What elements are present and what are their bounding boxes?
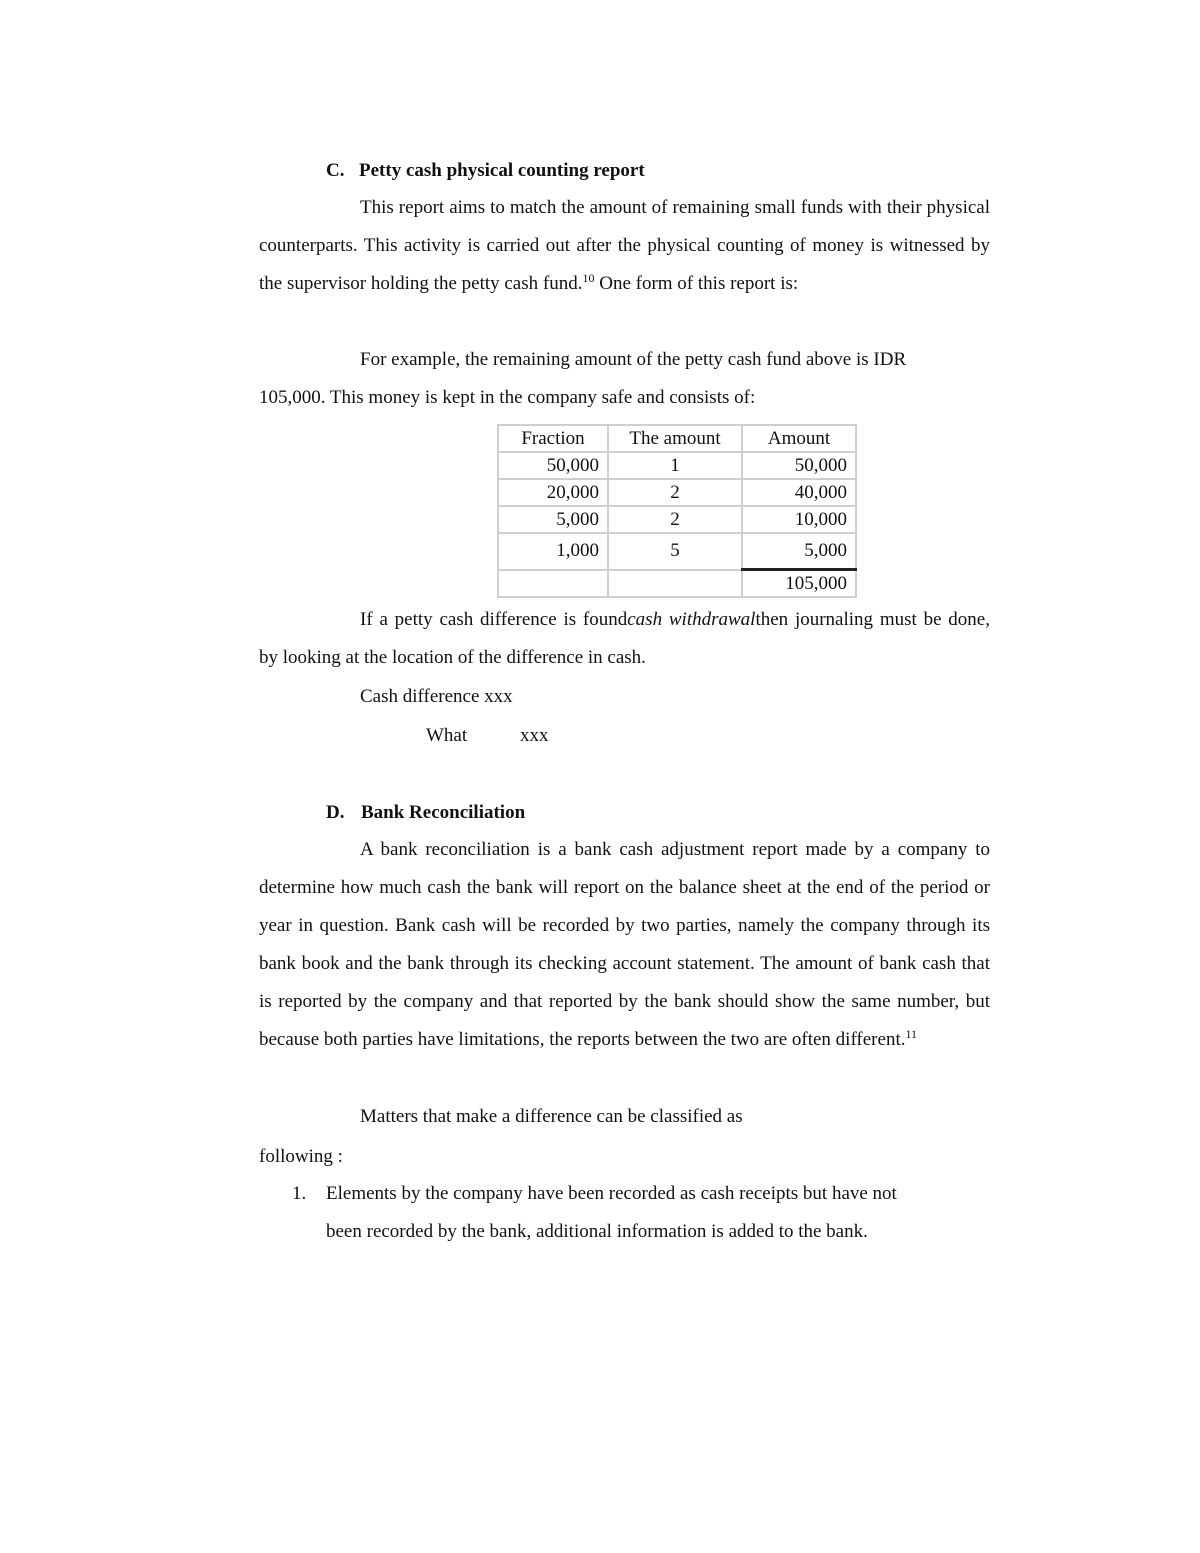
table-cell-amount: 50,000	[742, 452, 856, 479]
section-c-paragraph-2-line-1: For example, the remaining amount of the petty cash fund above is IDR	[360, 349, 907, 370]
table-cell-count: 1	[608, 452, 742, 479]
footnote-marker: 10	[582, 271, 595, 285]
section-c-label: C.	[326, 160, 345, 181]
footnote-marker: 11	[905, 1027, 918, 1041]
table-row	[498, 479, 856, 506]
table-cell-fraction: 5,000	[498, 506, 608, 533]
table-row	[498, 533, 856, 570]
column-header-amount: Amount	[742, 425, 856, 452]
section-c-paragraph-3	[259, 601, 990, 677]
journal-debit-line: Cash difference xxx	[360, 686, 513, 707]
table-cell-count: 2	[608, 479, 742, 506]
journal-credit-amount: xxx	[520, 725, 549, 746]
table-cell-empty	[608, 570, 742, 598]
table-row	[498, 452, 856, 479]
section-c-paragraph-3-end: then journaling must be done, by looking at the location of the difference in cash.	[259, 609, 990, 668]
table-row	[498, 506, 856, 533]
journal-credit-account: What	[426, 725, 468, 746]
column-header-the-amount: The amount	[608, 425, 742, 452]
column-header-fraction: Fraction	[498, 425, 608, 452]
list-item-line-2: been recorded by the bank, additional information is added to the bank.	[326, 1221, 868, 1242]
italic-term: cash withdrawal	[627, 609, 756, 630]
list-item-number: 1.	[292, 1183, 307, 1204]
table-cell-count: 2	[608, 506, 742, 533]
table-header-row	[498, 425, 856, 452]
section-c-title: Petty cash physical counting report	[359, 160, 645, 181]
section-c-paragraph-2-line-2: 105,000. This money is kept in the company safe and consists of:	[259, 387, 756, 408]
section-d-title: Bank Reconciliation	[361, 802, 526, 823]
section-c-paragraph-1-text: This report aims to match the amount of remaining small funds with their physical counterparts. This activity is carried out after the physical counting of money is witnessed by the supervisor holding the petty cash fund.	[259, 197, 990, 294]
table-cell-fraction: 50,000	[498, 452, 608, 479]
table-cell-empty	[498, 570, 608, 598]
table-cell-fraction: 20,000	[498, 479, 608, 506]
section-c-paragraph-1-tail: One form of this report is:	[594, 273, 799, 294]
section-d-paragraph-1	[259, 831, 990, 1059]
table-cell-total: 105,000	[742, 570, 856, 598]
list-item-line-1: Elements by the company have been recorded as cash receipts but have not	[326, 1183, 897, 1204]
cash-count-table	[497, 424, 857, 598]
table-cell-count: 5	[608, 533, 742, 570]
section-c-paragraph-1	[259, 189, 990, 303]
section-d-paragraph-1-text: A bank reconciliation is a bank cash adjustment report made by a company to determine how much cash the bank will report on the balance sheet at the end of the period or year in question. Bank cash will be recorded by two parties, namely the company through its bank book and the bank through its checking account statement. The amount of bank cash that is reported by the company and that reported by the bank should show the same number, but because both parties have limitations, the reports between the two are often different.	[259, 839, 990, 1050]
section-d-paragraph-2-line-1: Matters that make a difference can be classified as	[360, 1106, 743, 1127]
table-cell-amount: 40,000	[742, 479, 856, 506]
section-d-paragraph-2-line-2: following :	[259, 1146, 343, 1167]
table-cell-fraction: 1,000	[498, 533, 608, 570]
list-item	[326, 1175, 996, 1251]
table-cell-amount: 5,000	[742, 533, 856, 570]
section-d-label: D.	[326, 802, 345, 823]
section-c-paragraph-3-start: If a petty cash difference is found	[360, 609, 628, 630]
table-cell-amount: 10,000	[742, 506, 856, 533]
table-total-row	[498, 570, 856, 598]
